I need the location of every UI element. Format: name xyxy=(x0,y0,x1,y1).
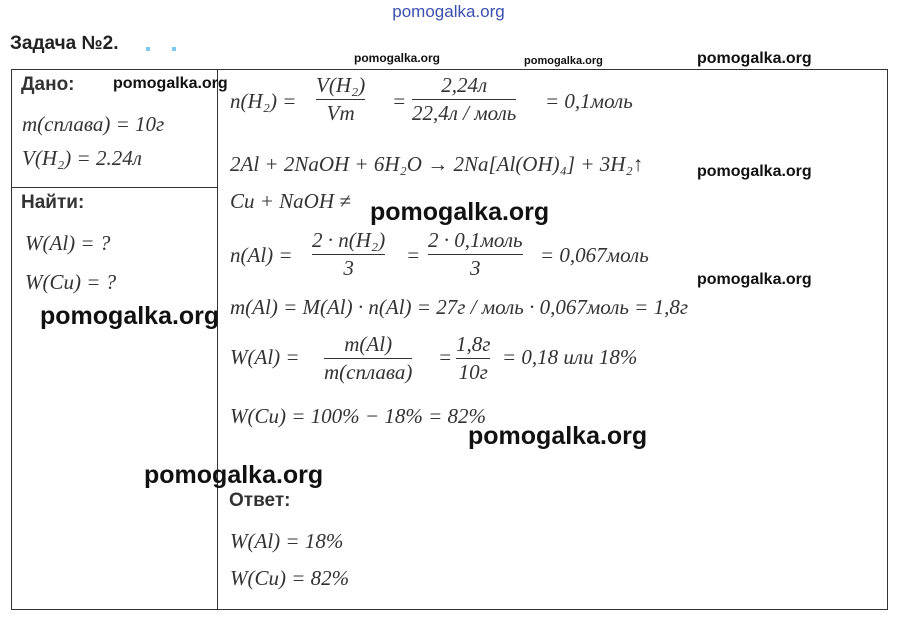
answer-item: W(Cu) = 82% xyxy=(230,566,350,590)
watermark: pomogalka.org xyxy=(40,302,220,330)
fraction-denominator: 22,4л / моль xyxy=(412,101,517,125)
watermark: pomogalka.org xyxy=(697,50,812,67)
answer-header: Ответ: xyxy=(229,490,291,511)
eq4-fraction-1 xyxy=(312,229,385,280)
fraction-bar xyxy=(316,99,365,100)
fraction-numerator: 2 · n(H₂) xyxy=(312,228,386,252)
fraction-bar xyxy=(312,254,385,255)
find-header: Найти: xyxy=(21,192,85,213)
eq1-fraction-2 xyxy=(412,74,516,125)
fraction-denominator: 10г xyxy=(458,360,488,384)
eq4-equals: = xyxy=(406,243,421,267)
given-header: Дано: xyxy=(21,74,75,95)
w-cu-equation: W(Cu) = 100% − 18% = 82% xyxy=(230,404,486,428)
row-divider xyxy=(11,187,218,188)
watermark: pomogalka.org xyxy=(697,163,812,180)
watermark: pomogalka.org xyxy=(354,51,441,65)
mass-al-equation: m(Al) = M(Al) · n(Al) = 27г / моль · 0,067моль = 1,8г xyxy=(230,295,689,319)
watermark: pomogalka.org xyxy=(468,422,648,450)
no-reaction-equation: Cu + NaOH ≠ xyxy=(230,189,351,213)
fraction-bar xyxy=(324,358,412,359)
decorative-dot xyxy=(172,47,176,51)
given-item: m(сплава) = 10г xyxy=(22,112,165,136)
eq1-fraction-1 xyxy=(316,74,365,125)
watermark: pomogalka.org xyxy=(113,75,228,92)
fraction-denominator: 3 xyxy=(343,256,354,280)
task-title: Задача №2. xyxy=(10,33,119,54)
find-item: W(Cu) = ? xyxy=(25,270,117,294)
eq4-result: = 0,067моль xyxy=(540,243,649,267)
reaction-equation: 2Al + 2NaOH + 6H₂O → 2Na[Al(OH)₄] + 3H₂↑ xyxy=(230,152,644,176)
eq4-lhs: n(Al) = xyxy=(230,243,293,267)
eq4-fraction-2 xyxy=(428,229,523,280)
watermark: pomogalka.org xyxy=(144,461,324,489)
decorative-dot xyxy=(146,47,150,51)
fraction-bar xyxy=(456,358,490,359)
fraction-denominator: m(сплава) xyxy=(324,360,413,384)
fraction-denominator: Vm xyxy=(326,101,355,125)
eq1-lhs: n(H₂) = xyxy=(230,89,297,113)
fraction-numerator: 2,24л xyxy=(441,73,488,97)
fraction-numerator: m(Al) xyxy=(344,332,393,356)
watermark: pomogalka.org xyxy=(697,271,812,288)
eq6-equals: = xyxy=(438,345,453,369)
eq6-fraction-2 xyxy=(456,333,490,384)
given-item: V(H₂) = 2.24л xyxy=(22,146,142,170)
site-header-link[interactable]: pomogalka.org xyxy=(392,2,505,21)
column-divider xyxy=(217,69,218,610)
fraction-bar xyxy=(428,254,523,255)
fraction-denominator: 3 xyxy=(470,256,481,280)
fraction-numerator: V(H₂) xyxy=(316,73,366,97)
fraction-numerator: 2 · 0,1моль xyxy=(428,228,523,252)
find-item: W(Al) = ? xyxy=(25,231,111,255)
solution-table xyxy=(11,69,888,610)
answer-item: W(Al) = 18% xyxy=(230,529,344,553)
fraction-bar xyxy=(412,99,516,100)
watermark: pomogalka.org xyxy=(370,198,550,226)
eq1-equals: = xyxy=(392,89,407,113)
watermark: pomogalka.org xyxy=(524,55,603,67)
eq6-result: = 0,18 или 18% xyxy=(502,345,638,369)
eq6-fraction-1 xyxy=(324,333,412,384)
eq6-lhs: W(Al) = xyxy=(230,345,300,369)
eq1-result: = 0,1моль xyxy=(545,89,633,113)
fraction-numerator: 1,8г xyxy=(456,332,491,356)
